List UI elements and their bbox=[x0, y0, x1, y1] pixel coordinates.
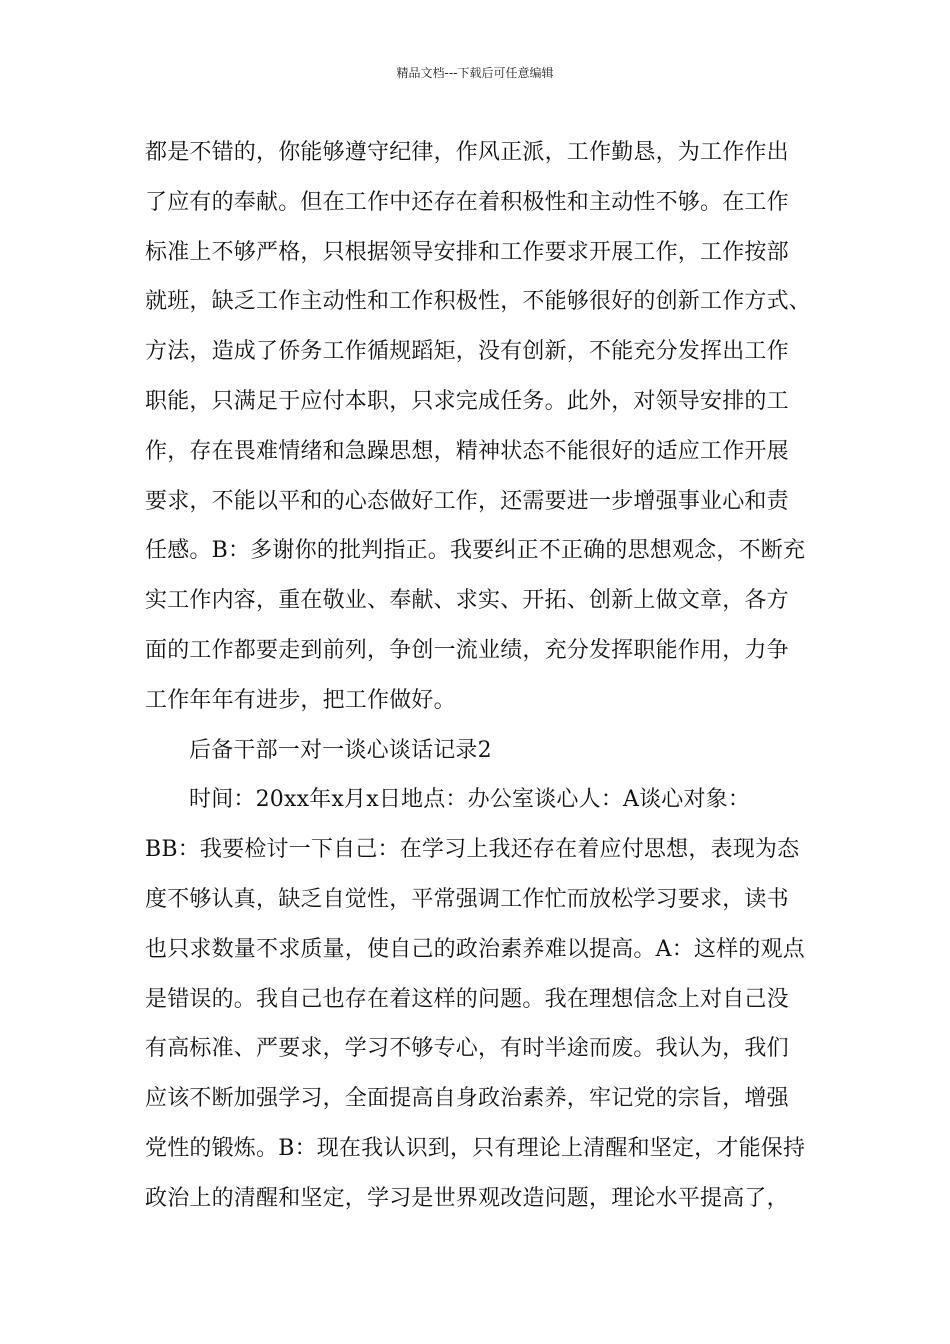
text-line: 方法，造成了侨务工作循规蹈矩，没有创新，不能充分发挥出工作 bbox=[145, 339, 789, 365]
text-line: 有高标准、严要求，学习不够专心，有时半途而废。我认为，我们 bbox=[145, 1036, 789, 1062]
text-line: 实工作内容，重在敬业、奉献、求实、开拓、创新上做文章，各方 bbox=[145, 588, 789, 614]
text-line: 面的工作都要走到前列，争创一流业绩，充分发挥职能作用，力争 bbox=[145, 637, 789, 663]
text-line: 也只求数量不求质量，使自己的政治素养难以提高。A：这样的观点 bbox=[145, 936, 805, 962]
text-line: 政治上的清醒和坚定，学习是世界观改造问题，理论水平提高了， bbox=[145, 1185, 789, 1211]
text-line: 职能，只满足于应付本职，只求完成任务。此外，对领导安排的工 bbox=[145, 388, 789, 414]
text-line: 工作年年有进步，把工作做好。 bbox=[145, 687, 456, 713]
text-line: 党性的锻炼。B：现在我认识到，只有理论上清醒和坚定，才能保持 bbox=[145, 1135, 806, 1161]
text-line: 就班，缺乏工作主动性和工作积极性，不能够很好的创新工作方式、 bbox=[145, 289, 812, 315]
page-header: 精品文档---下载后可任意编辑 bbox=[396, 66, 554, 80]
text-line: 要求，不能以平和的心态做好工作，还需要进一步增强事业心和责 bbox=[145, 488, 789, 514]
text-line: 标准上不够严格，只根据领导安排和工作要求开展工作，工作按部 bbox=[145, 239, 789, 265]
text-line: 了应有的奉献。但在工作中还存在着积极性和主动性不够。在工作 bbox=[145, 189, 789, 215]
text-line: 度不够认真，缺乏自觉性，平常强调工作忙而放松学习要求，读书 bbox=[145, 886, 789, 912]
document-body bbox=[145, 128, 845, 1224]
text-line: 时间：20xx年x月x日地点：办公室谈心人：A谈心对象： bbox=[189, 787, 751, 813]
text-line: 作，存在畏难情绪和急躁思想，精神状态不能很好的适应工作开展 bbox=[145, 438, 789, 464]
text-line: 是错误的。我自己也存在着这样的问题。我在理想信念上对自己没 bbox=[145, 986, 789, 1012]
text-line: 任感。B：多谢你的批判指正。我要纠正不正确的思想观念，不断充 bbox=[145, 538, 806, 564]
section-heading: 后备干部一对一谈心谈话记录2 bbox=[189, 737, 492, 763]
text-line: BB：我要检讨一下自己：在学习上我还存在着应付思想，表现为态 bbox=[145, 837, 800, 863]
text-line: 都是不错的，你能够遵守纪律，作风正派，工作勤恳，为工作作出 bbox=[145, 140, 789, 165]
text-line: 应该不断加强学习，全面提高自身政治素养，牢记党的宗旨，增强 bbox=[145, 1086, 789, 1112]
